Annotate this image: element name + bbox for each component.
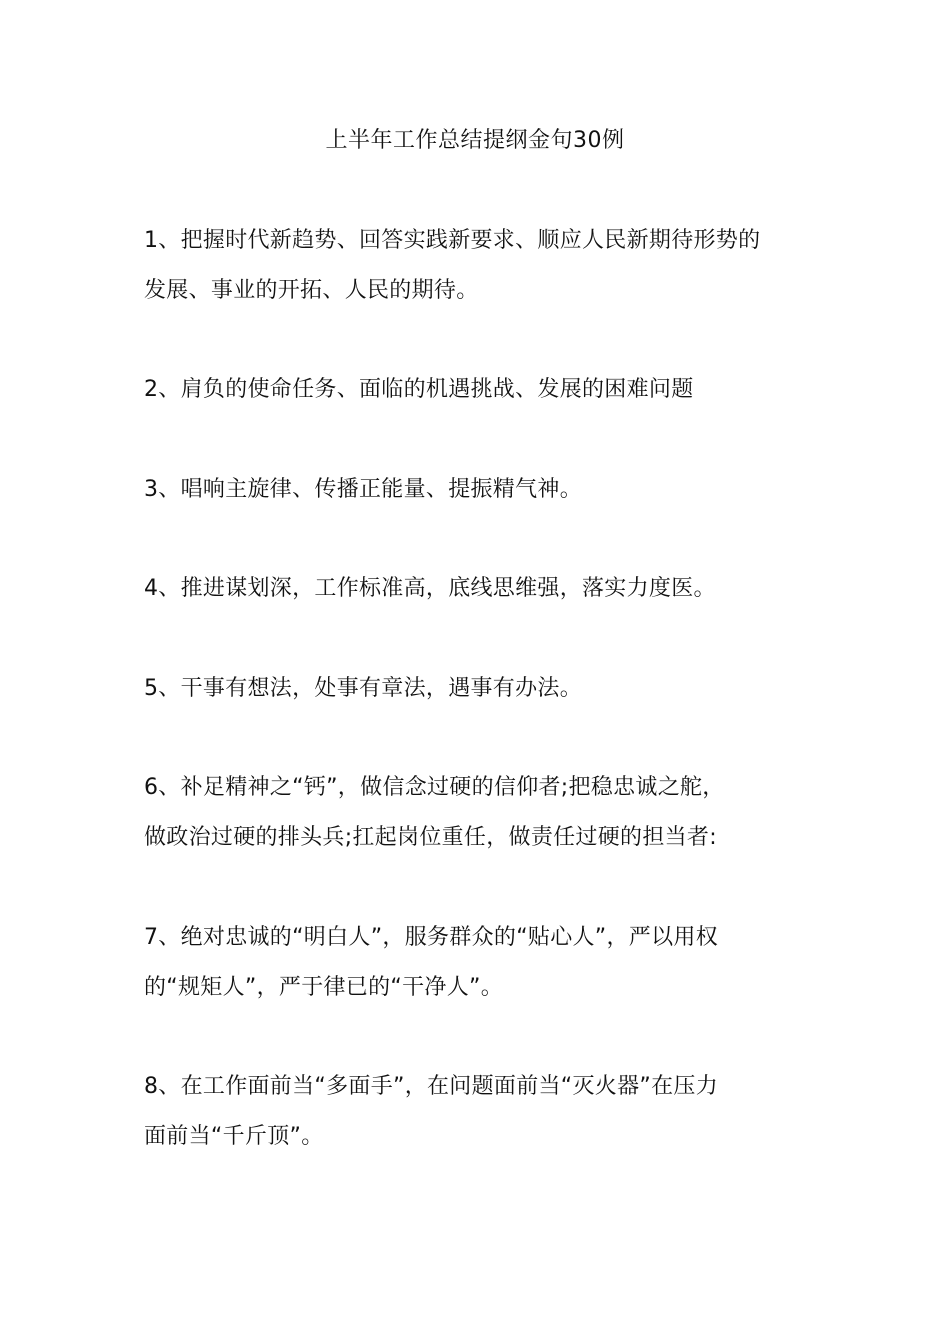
item-line: 面前当“千斤顶”。 — [144, 1124, 324, 1149]
list-item-4 — [144, 564, 814, 614]
item-line: 3、唱响主旋律、传播正能量、提振精气神。 — [144, 477, 582, 502]
item-line: 8、在工作面前当“多面手”，在问题面前当“灭火器”在压力 — [144, 1074, 718, 1099]
item-line: 4、推进谋划深，工作标准高，底线思维强，落实力度医。 — [144, 576, 716, 601]
item-line: 2、肩负的使命任务、面临的机遇挑战、发展的困难问题 — [144, 377, 694, 402]
item-line: 1、把握时代新趋势、回答实践新要求、顺应人民新期待形势的 — [144, 228, 761, 253]
list-item-7 — [144, 913, 814, 1013]
list-item-3 — [144, 465, 814, 515]
item-line: 发展、事业的开拓、人民的期待。 — [144, 278, 479, 303]
list-item-5 — [144, 664, 814, 714]
item-line: 做政治过硬的排头兵;扛起岗位重任，做责任过硬的担当者: — [144, 825, 717, 850]
item-line: 的“规矩人”，严于律已的“干净人”。 — [144, 975, 503, 1000]
list-item-2 — [144, 365, 814, 415]
list-item-6 — [144, 763, 814, 863]
list-item-1 — [144, 216, 814, 316]
document-title: 上半年工作总结提纲金句30例 — [325, 128, 625, 153]
item-line: 5、干事有想法，处事有章法，遇事有办法。 — [144, 676, 582, 701]
list-item-8 — [144, 1062, 814, 1162]
item-line: 6、补足精神之“钙”，做信念过硬的信仰者;把稳忠诚之舵， — [144, 775, 725, 800]
item-line: 7、绝对忠诚的“明白人”，服务群众的“贴心人”，严以用权 — [144, 925, 718, 950]
